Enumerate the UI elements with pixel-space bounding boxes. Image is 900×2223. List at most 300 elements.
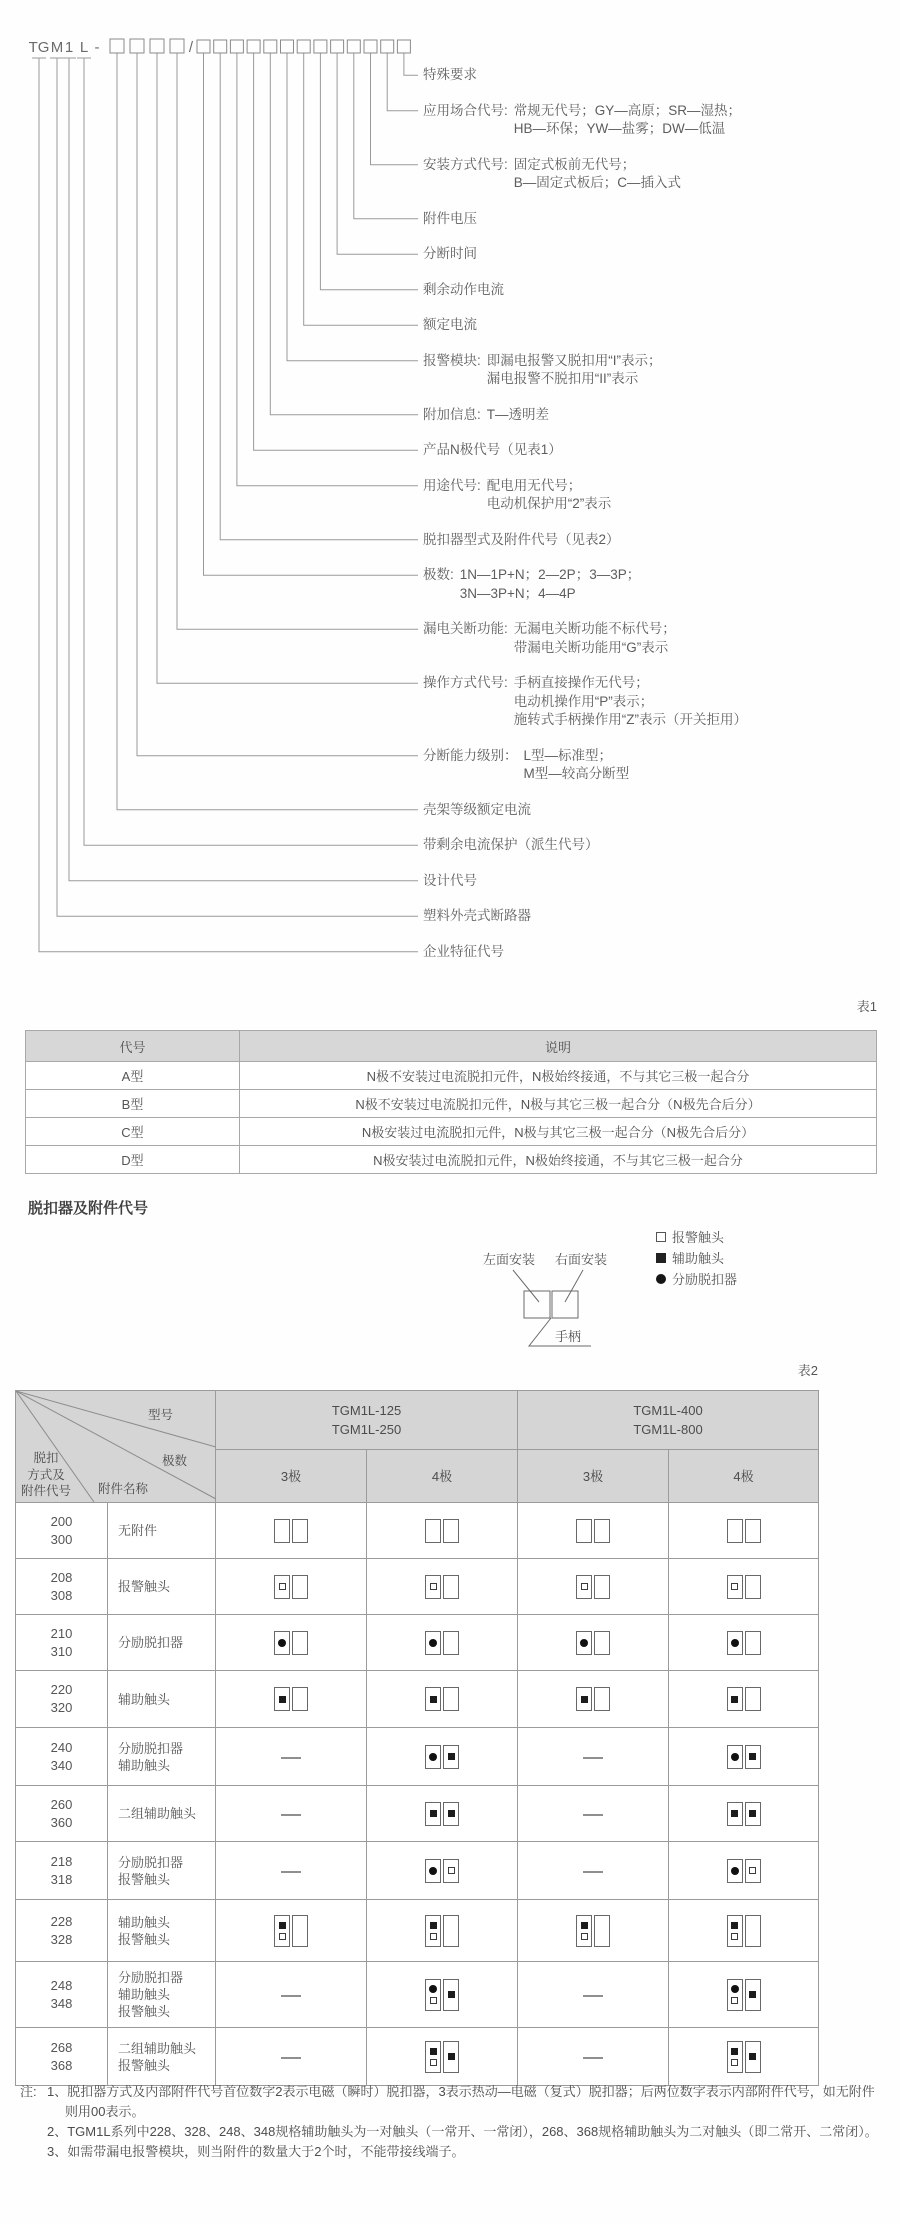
attachment-box <box>274 1915 308 1947</box>
attachment-box-half <box>576 1687 592 1711</box>
attachment-box-half <box>292 1915 308 1947</box>
auxiliary-contact-symbol <box>448 1753 455 1760</box>
table1-tag: 表1 <box>856 999 877 1014</box>
alarm-contact-symbol <box>279 1583 286 1590</box>
table2 <box>15 1390 819 2086</box>
right-mount-box <box>552 1291 578 1318</box>
attachment-box-half <box>425 1575 441 1599</box>
accessory-section-title: 脱扣器及附件代号 <box>28 1200 149 1217</box>
attachment-box-half <box>443 1519 459 1543</box>
attachment-box-half <box>727 2041 743 2073</box>
attachment-cell <box>669 1962 819 2028</box>
not-available-dash <box>281 1814 301 1816</box>
note-item <box>47 2082 884 2122</box>
not-available-dash <box>583 1871 603 1873</box>
code-label-desc: 1N—1P+N；2—2P；3—3P； 3N—3P+N；4—4P <box>459 567 641 601</box>
table1-cell: A型 <box>26 1062 240 1090</box>
code-label-desc: L型—标准型； M型—较高分断型 <box>523 747 630 781</box>
attachment-box <box>727 1687 761 1711</box>
model-code-labels <box>0 0 900 985</box>
table-row <box>26 1118 877 1146</box>
code-label-title: 应用场合代号: <box>423 102 508 118</box>
attachment-box-half <box>594 1687 610 1711</box>
attachment-cell <box>367 2028 518 2086</box>
table2-header-row <box>16 1391 819 1450</box>
shunt-release-symbol <box>429 1985 437 1993</box>
code-label-desc: 固定式板前无代号； B—固定式板后；C—插入式 <box>513 156 682 190</box>
attachment-box-half <box>727 1745 743 1769</box>
mount-position-diagram <box>455 1246 675 1358</box>
table2-model-group-cell: TGM1L-400 TGM1L-800 <box>518 1391 819 1450</box>
auxiliary-contact-symbol <box>430 1696 437 1703</box>
diagonal-line <box>16 1391 216 1447</box>
attachment-box-half <box>727 1979 743 2011</box>
code-label <box>423 674 747 730</box>
attachment-cell <box>216 1615 367 1671</box>
code-label-desc: 即漏电报警又脱扣用“I”表示； 漏电报警不脱扣用“II”表示 <box>486 352 662 386</box>
attachment-box <box>425 1745 459 1769</box>
legend-item <box>656 1226 737 1247</box>
corner-label-trip-code: 脱扣 方式及 附件代号 <box>21 1451 72 1498</box>
alarm-contact-symbol <box>581 1583 588 1590</box>
alarm-contact-symbol <box>430 1933 437 1940</box>
code-label-desc: T—透明差 <box>486 406 550 422</box>
attachment-box-half <box>727 1575 743 1599</box>
attachment-cell <box>669 1559 819 1615</box>
alarm-contact-symbol <box>731 1933 738 1940</box>
code-label <box>423 836 599 855</box>
alarm-contact-symbol <box>430 2059 437 2066</box>
code-label-desc: 配电用无代号； 电动机保护用“2”表示 <box>486 477 612 511</box>
code-label-title: 脱扣器型式及附件代号（见表2） <box>423 531 620 547</box>
not-available-dash <box>583 1757 603 1759</box>
auxiliary-contact-symbol <box>749 2053 756 2060</box>
attachment-cell <box>518 1615 669 1671</box>
attachment-cell <box>518 2028 669 2086</box>
auxiliary-contact-symbol <box>749 1991 756 1998</box>
code-label <box>423 943 504 962</box>
attachment-box-half <box>745 2041 761 2073</box>
attachment-cell <box>367 1786 518 1842</box>
attachment-box <box>425 1519 459 1543</box>
attachment-box-half <box>443 1915 459 1947</box>
attachment-box-half <box>745 1745 761 1769</box>
model-separator: - <box>94 39 100 56</box>
attachment-box <box>425 2041 459 2073</box>
model-prefix-char: L <box>79 39 89 56</box>
table2-corner-cell <box>16 1391 216 1503</box>
attachment-box-half <box>292 1575 308 1599</box>
code-label-title: 设计代号 <box>423 872 477 888</box>
table1-cell: D型 <box>26 1146 240 1174</box>
model-prefix-char: 1 <box>64 39 74 56</box>
auxiliary-contact-symbol <box>731 1810 738 1817</box>
attachment-box-half <box>425 1631 441 1655</box>
auxiliary-contact-symbol <box>581 1922 588 1929</box>
attachment-box-half <box>274 1631 290 1655</box>
attachment-box-half <box>443 1745 459 1769</box>
shunt-release-symbol <box>731 1753 739 1761</box>
accessory-code-cell: 200 300 <box>16 1503 108 1559</box>
attachment-box-half <box>292 1631 308 1655</box>
code-label <box>423 747 629 784</box>
note-text: TGM1L系列中228、328、248、348规格辅助触头为一对触头（一常开、一常闭），268、368规格辅助触头为二对触头（即二常开、二常闭）。 <box>67 2124 878 2139</box>
attachment-box-half <box>576 1915 592 1947</box>
code-label <box>423 210 477 229</box>
attachment-box-half <box>425 1519 441 1543</box>
table2-pole-header-cell: 4极 <box>669 1449 819 1502</box>
code-label-desc: 常规无代号；GY—高原；SR—湿热； HB—环保；YW—盐雾；DW—低温 <box>513 102 742 136</box>
not-available-dash <box>281 2057 301 2059</box>
code-label-title: 壳架等级额定电流 <box>423 801 531 817</box>
table1 <box>25 1030 877 1174</box>
attachment-box-half <box>274 1575 290 1599</box>
model-slash: / <box>188 39 194 56</box>
notes-list <box>47 2082 884 2162</box>
not-available-dash <box>583 1995 603 1997</box>
attachment-box <box>425 1979 459 2011</box>
notes <box>20 2082 884 2162</box>
table-row <box>16 1786 819 1842</box>
auxiliary-contact-symbol <box>448 2053 455 2060</box>
attachment-cell <box>367 1900 518 1962</box>
note-number: 3、 <box>47 2144 68 2159</box>
legend-item <box>656 1247 737 1268</box>
attachment-box-half <box>594 1575 610 1599</box>
attachment-cell <box>367 1728 518 1786</box>
accessory-code-cell: 248 348 <box>16 1962 108 2028</box>
attachment-box-half <box>292 1687 308 1711</box>
auxiliary-contact-symbol <box>731 2048 738 2055</box>
attachment-box-half <box>745 1859 761 1883</box>
accessory-name-cell: 分励脱扣器 辅助触头 <box>108 1728 216 1786</box>
code-label-title: 附件电压 <box>423 210 477 226</box>
attachment-box <box>727 1802 761 1826</box>
attachment-cell <box>216 1786 367 1842</box>
shunt-release-symbol <box>429 1753 437 1761</box>
not-available-dash <box>281 1871 301 1873</box>
attachment-box <box>576 1519 610 1543</box>
attachment-box-half <box>576 1575 592 1599</box>
attachment-box-half <box>425 1745 441 1769</box>
attachment-cell <box>216 1559 367 1615</box>
attachment-box <box>274 1575 308 1599</box>
attachment-box-half <box>443 1575 459 1599</box>
attachment-box-half <box>594 1631 610 1655</box>
attachment-box-half <box>425 1979 441 2011</box>
code-label-desc: 无漏电关断功能不标代号； 带漏电关断功能用“G”表示 <box>513 621 676 655</box>
attachment-box <box>727 1915 761 1947</box>
attachment-cell <box>518 1900 669 1962</box>
accessory-code-cell: 208 308 <box>16 1559 108 1615</box>
code-label-title: 漏电关断功能: <box>423 621 508 636</box>
corner-diagonal-cell <box>16 1391 216 1502</box>
table-row <box>16 1962 819 2028</box>
table1-header-cell: 说明 <box>240 1031 877 1062</box>
table2-model-group-cell: TGM1L-125 TGM1L-250 <box>216 1391 518 1450</box>
accessory-code-cell: 240 340 <box>16 1728 108 1786</box>
code-label <box>423 352 662 389</box>
attachment-box-half <box>443 2041 459 2073</box>
accessory-code-cell: 260 360 <box>16 1786 108 1842</box>
left-mount-box <box>524 1291 550 1318</box>
attachment-box <box>727 1745 761 1769</box>
auxiliary-contact-symbol <box>448 1991 455 1998</box>
attachment-cell <box>669 1503 819 1559</box>
accessory-code-cell: 268 368 <box>16 2028 108 2086</box>
attachment-cell <box>518 1728 669 1786</box>
auxiliary-contact-symbol <box>430 2048 437 2055</box>
code-label <box>423 66 477 85</box>
attachment-box-half <box>745 1575 761 1599</box>
code-label-title: 极数: <box>423 567 454 582</box>
attachment-box-half <box>443 1859 459 1883</box>
table-row <box>26 1090 877 1118</box>
attachment-cell <box>216 1503 367 1559</box>
attachment-cell <box>216 1671 367 1728</box>
attachment-box-half <box>594 1519 610 1543</box>
code-label <box>423 441 562 460</box>
table1-cell: B型 <box>26 1090 240 1118</box>
code-label <box>423 156 681 193</box>
shunt-release-symbol <box>580 1639 588 1647</box>
shunt-release-symbol <box>429 1639 437 1647</box>
attachment-box-half <box>274 1687 290 1711</box>
attachment-cell <box>367 1671 518 1728</box>
alarm-contact-symbol <box>749 1867 756 1874</box>
attachment-box-half <box>443 1687 459 1711</box>
note-text: 脱扣器方式及内部附件代号首位数字2表示电磁（瞬时）脱扣器，3表示热动—电磁（复式）脱扣器；后两位数字表示内部附件代号，如无附件则用00表示。 <box>65 2084 875 2119</box>
alarm-contact-symbol <box>448 1867 455 1874</box>
attachment-box-half <box>727 1859 743 1883</box>
attachment-cell <box>518 1786 669 1842</box>
auxiliary-contact-symbol <box>279 1696 286 1703</box>
code-label <box>423 872 477 891</box>
attachment-box-half <box>443 1802 459 1826</box>
attachment-box <box>727 1631 761 1655</box>
code-label <box>423 316 477 335</box>
attachment-cell <box>367 1615 518 1671</box>
legend-item <box>656 1268 737 1289</box>
code-label <box>423 406 549 425</box>
corner-label-accessory-name: 附件名称 <box>98 1482 149 1496</box>
note-item <box>47 2122 884 2142</box>
table-row <box>16 2028 819 2086</box>
alarm-contact-symbol <box>731 1997 738 2004</box>
attachment-box-half <box>745 1687 761 1711</box>
attachment-cell <box>367 1559 518 1615</box>
attachment-box <box>425 1631 459 1655</box>
attachment-box <box>727 1575 761 1599</box>
attachment-box <box>727 1979 761 2011</box>
filled-circle-icon <box>656 1274 666 1284</box>
attachment-box <box>274 1687 308 1711</box>
alarm-contact-symbol <box>430 1583 437 1590</box>
accessory-name-cell: 辅助触头 报警触头 <box>108 1900 216 1962</box>
attachment-box-half <box>594 1915 610 1947</box>
attachment-cell <box>669 1900 819 1962</box>
attachment-box-half <box>727 1802 743 1826</box>
accessory-code-cell: 228 328 <box>16 1900 108 1962</box>
note-number: 2、 <box>47 2124 68 2139</box>
table2-tag: 表2 <box>797 1363 818 1378</box>
code-label-title: 操作方式代号: <box>423 675 508 690</box>
alarm-contact-symbol <box>279 1933 286 1940</box>
not-available-dash <box>583 1814 603 1816</box>
not-available-dash <box>281 1995 301 1997</box>
attachment-cell <box>518 1671 669 1728</box>
filled-square-icon <box>656 1253 666 1263</box>
table2-pole-header-cell: 3极 <box>518 1449 669 1502</box>
attachment-cell <box>518 1503 669 1559</box>
attachment-cell <box>518 1559 669 1615</box>
code-label-title: 报警模块: <box>423 352 481 368</box>
attachment-cell <box>669 1842 819 1900</box>
table1-header-row <box>26 1031 877 1062</box>
attachment-box <box>727 2041 761 2073</box>
attachment-cell <box>669 2028 819 2086</box>
table1-header-cell: 代号 <box>26 1031 240 1062</box>
legend-label: 辅助触头 <box>672 1251 725 1266</box>
auxiliary-contact-symbol <box>749 1810 756 1817</box>
attachment-box <box>425 1859 459 1883</box>
accessory-name-cell: 报警触头 <box>108 1559 216 1615</box>
alarm-contact-symbol <box>581 1933 588 1940</box>
attachment-cell <box>518 1842 669 1900</box>
attachment-box <box>425 1687 459 1711</box>
right-mount-label: 右面安装 <box>555 1252 608 1267</box>
table1-cell: C型 <box>26 1118 240 1146</box>
corner-label-model: 型号 <box>148 1408 174 1422</box>
code-label-desc: 手柄直接操作无代号； 电动机操作用“P”表示； 施转式手柄操作用“Z”表示（开关拒用） <box>513 675 748 727</box>
table-row <box>16 1900 819 1962</box>
attachment-box-half <box>727 1631 743 1655</box>
corner-label-poles: 极数 <box>162 1454 188 1468</box>
table-row <box>16 1615 819 1671</box>
attachment-box-half <box>292 1519 308 1543</box>
code-label-title: 附加信息: <box>423 406 481 422</box>
table2-pole-header-cell: 3极 <box>216 1449 367 1502</box>
code-label-title: 安装方式代号: <box>423 156 508 172</box>
note-number: 1、 <box>47 2084 68 2099</box>
code-label <box>423 102 741 139</box>
attachment-box-half <box>443 1979 459 2011</box>
code-label <box>423 281 504 300</box>
shunt-release-symbol <box>731 1639 739 1647</box>
attachment-box <box>576 1631 610 1655</box>
auxiliary-contact-symbol <box>581 1696 588 1703</box>
attachment-box-half <box>576 1631 592 1655</box>
table-row <box>16 1559 819 1615</box>
auxiliary-contact-symbol <box>430 1922 437 1929</box>
code-label <box>423 245 477 264</box>
attachment-box-half <box>425 1687 441 1711</box>
attachment-cell <box>367 1962 518 2028</box>
note-item <box>47 2142 884 2162</box>
table1-cell: N极安装过电流脱扣元件，N极始终接通，不与其它三极一起合分 <box>240 1146 877 1174</box>
attachment-box <box>576 1575 610 1599</box>
shunt-release-symbol <box>731 1985 739 1993</box>
accessory-name-cell: 分励脱扣器 <box>108 1615 216 1671</box>
attachment-cell <box>669 1786 819 1842</box>
code-label <box>423 907 531 926</box>
attachment-box <box>425 1915 459 1947</box>
table-row <box>16 1728 819 1786</box>
code-label-title: 分断能力级别： <box>423 747 518 763</box>
attachment-box <box>274 1631 308 1655</box>
note-text: 如需带漏电报警模块，则当附件的数量大于2个时，不能带接线端子。 <box>67 2144 465 2159</box>
attachment-box <box>576 1915 610 1947</box>
attachment-box-half <box>576 1519 592 1543</box>
auxiliary-contact-symbol <box>731 1922 738 1929</box>
attachment-box-half <box>745 1631 761 1655</box>
accessory-code-cell: 218 318 <box>16 1842 108 1900</box>
attachment-box <box>727 1519 761 1543</box>
accessory-code-cell: 220 320 <box>16 1671 108 1728</box>
attachment-cell <box>216 2028 367 2086</box>
code-label-title: 剩余动作电流 <box>423 281 504 297</box>
notes-prefix: 注: <box>20 2084 37 2099</box>
code-label <box>423 566 640 603</box>
alarm-contact-symbol <box>731 2059 738 2066</box>
attachment-box <box>274 1519 308 1543</box>
code-label <box>423 620 676 657</box>
attachment-box-half <box>745 1979 761 2011</box>
accessory-name-cell: 无附件 <box>108 1503 216 1559</box>
attachment-box-half <box>274 1915 290 1947</box>
attachment-cell <box>216 1962 367 2028</box>
table-row <box>16 1671 819 1728</box>
attachment-box-half <box>443 1631 459 1655</box>
alarm-contact-symbol <box>430 1997 437 2004</box>
code-label-title: 企业特征代号 <box>423 943 504 959</box>
auxiliary-contact-symbol <box>279 1922 286 1929</box>
code-label <box>423 801 531 820</box>
accessory-code-cell: 210 310 <box>16 1615 108 1671</box>
symbol-legend <box>656 1226 737 1289</box>
attachment-cell <box>518 1962 669 2028</box>
model-prefix-char: M <box>50 39 64 56</box>
hollow-square-icon <box>656 1232 666 1242</box>
shunt-release-symbol <box>278 1639 286 1647</box>
attachment-box-half <box>727 1687 743 1711</box>
left-mount-leader-line <box>513 1270 539 1302</box>
table-row <box>16 1842 819 1900</box>
right-mount-leader-line <box>565 1270 583 1302</box>
attachment-box-half <box>745 1915 761 1947</box>
model-prefix-char: TG <box>28 39 50 56</box>
code-label-title: 产品N极代号（见表1） <box>423 442 562 457</box>
left-mount-label: 左面安装 <box>483 1252 536 1267</box>
auxiliary-contact-symbol <box>731 1696 738 1703</box>
accessory-name-cell: 分励脱扣器 报警触头 <box>108 1842 216 1900</box>
attachment-cell <box>216 1728 367 1786</box>
attachment-cell <box>367 1842 518 1900</box>
attachment-box <box>727 1859 761 1883</box>
table1-cell: N极安装过电流脱扣元件，N极与其它三极一起合分（N极先合后分） <box>240 1118 877 1146</box>
table-row <box>26 1062 877 1090</box>
alarm-contact-symbol <box>731 1583 738 1590</box>
shunt-release-symbol <box>429 1867 437 1875</box>
handle-label: 手柄 <box>555 1329 582 1344</box>
attachment-box-half <box>425 1859 441 1883</box>
auxiliary-contact-symbol <box>430 1810 437 1817</box>
attachment-box-half <box>425 1915 441 1947</box>
auxiliary-contact-symbol <box>448 1810 455 1817</box>
code-label-title: 额定电流 <box>423 317 477 332</box>
table-row <box>26 1146 877 1174</box>
accessory-name-cell: 二组辅助触头 报警触头 <box>108 2028 216 2086</box>
